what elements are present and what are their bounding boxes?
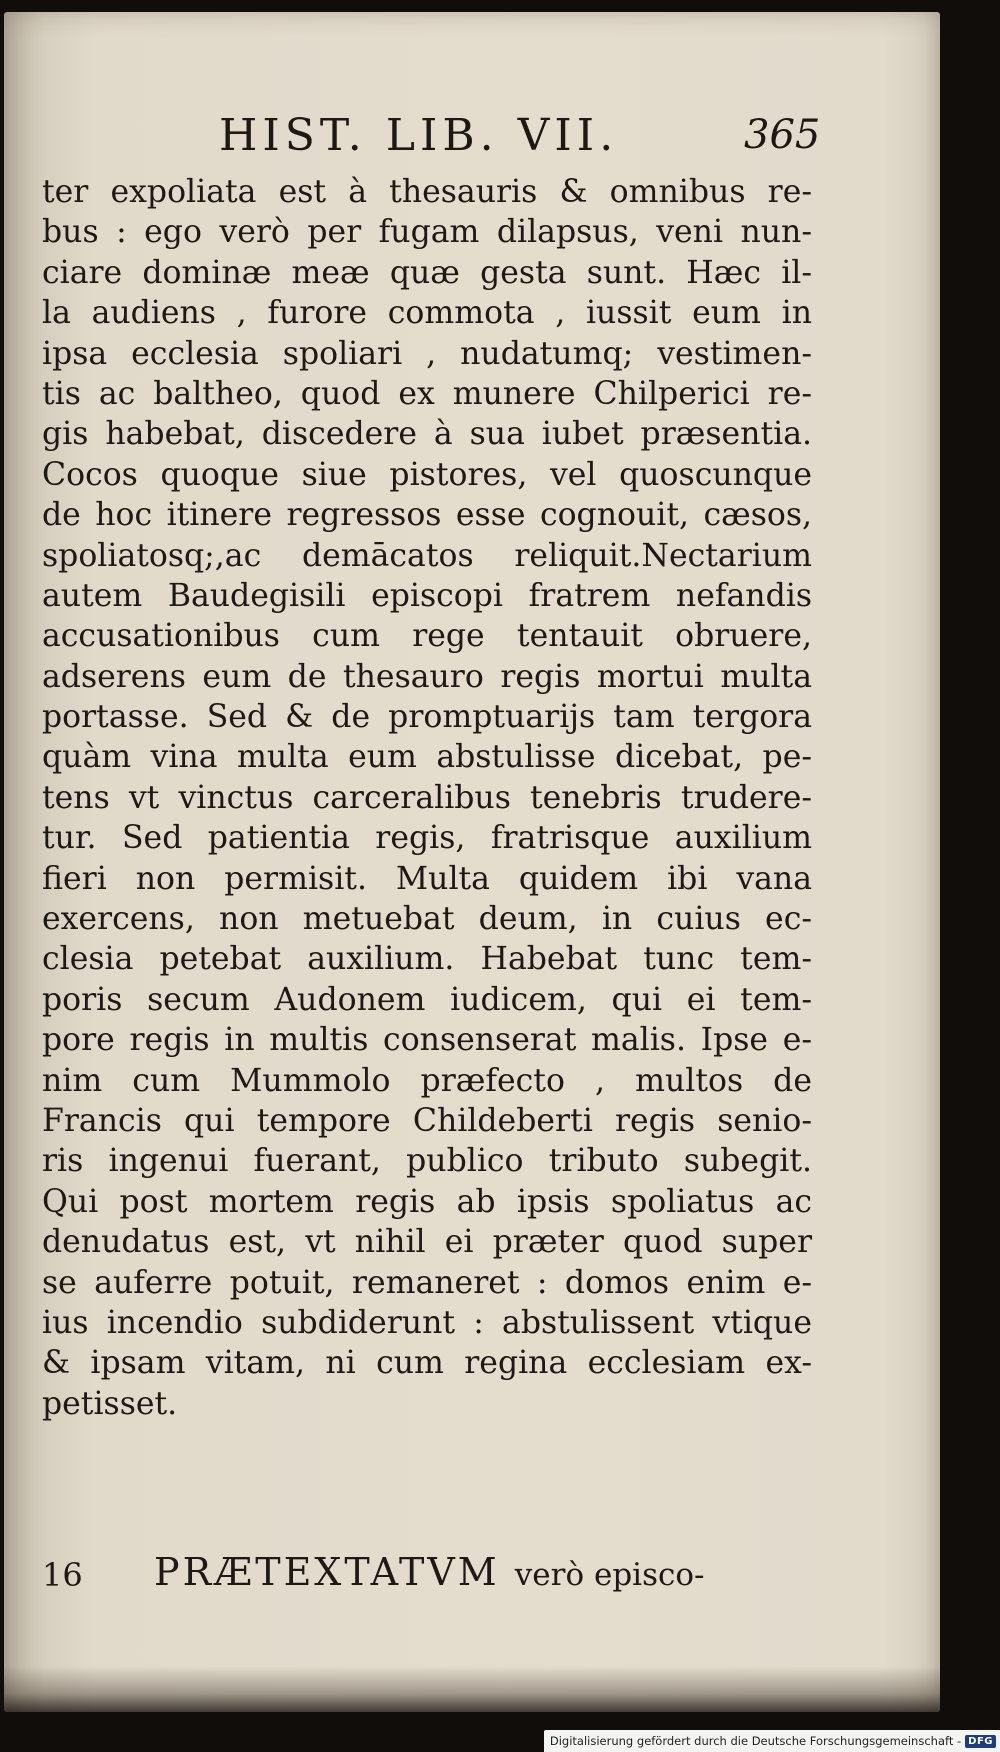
- page-header: [219, 104, 819, 164]
- text-line: de hoc itinere regressos esse cognouit, cæsos,: [42, 497, 812, 534]
- text-line: ciare dominæ meæ quæ gesta sunt. Hæc il-: [42, 254, 812, 291]
- page-footer: [42, 1548, 817, 1604]
- body-text: [42, 172, 812, 1424]
- text-line: tur. Sed patientia regis, fratrisque auxilium: [42, 820, 812, 857]
- signature-mark: 16: [42, 1556, 83, 1594]
- text-line: poris secum Audonem iudicem, qui ei tem-: [42, 981, 812, 1018]
- text-line: autem Baudegisili episcopi fratrem nefandis: [42, 577, 812, 614]
- page-edge-shadow: [4, 1666, 940, 1712]
- text-line: clesia petebat auxilium. Habebat tunc tem-: [42, 941, 812, 978]
- text-line: petisset.: [42, 1385, 178, 1422]
- text-line: ris ingenui fuerant, publico tributo subegit.: [42, 1143, 812, 1180]
- dfg-logo: DFG: [965, 1735, 996, 1748]
- text-line: bus : ego verò per fugam dilapsus, veni nun-: [42, 214, 812, 251]
- text-line: Francis qui tempore Childeberti regis senio-: [42, 1102, 812, 1139]
- text-line: & ipsam vitam, ni cum regina ecclesiam ex-: [42, 1345, 812, 1382]
- text-line: accusationibus cum rege tentauit obruere,: [42, 618, 812, 655]
- text-line: fieri non permisit. Multa quidem ibi vana: [42, 860, 812, 897]
- page-number: 365: [744, 112, 821, 158]
- text-line: se auferre potuit, remaneret : domos enim e-: [42, 1264, 812, 1301]
- catchword-caps: PRÆTEXTATVM: [154, 1550, 500, 1594]
- catchword: [154, 1550, 705, 1594]
- catchword-rest: verò episco-: [514, 1557, 705, 1593]
- text-line: denudatus est, vt nihil ei præter quod super: [42, 1224, 812, 1261]
- text-line: la audiens , furore commota , iussit eum in: [42, 295, 812, 332]
- book-page: [4, 12, 940, 1712]
- text-line: tis ac baltheo, quod ex munere Chilperici re-: [42, 375, 812, 412]
- text-line: adserens eum de thesauro regis mortui multa: [42, 658, 812, 695]
- text-line: Cocos quoque siue pistores, vel quoscunque: [42, 456, 812, 493]
- text-line: Qui post mortem regis ab ipsis spoliatus ac: [42, 1183, 812, 1220]
- text-line: ipsa ecclesia spoliari , nudatumq; vestimen-: [42, 335, 812, 372]
- text-line: tens vt vinctus carceralibus tenebris trudere-: [42, 779, 812, 816]
- text-line: portasse. Sed & de promptuarijs tam tergora: [42, 699, 812, 736]
- text-line: quàm vina multa eum abstulisse dicebat, pe-: [42, 739, 812, 776]
- credit-text: Digitalisierung gefördert durch die Deutsche Forschungsgemeinschaft -: [549, 1734, 962, 1748]
- text-line: nim cum Mummolo præfecto , multos de: [42, 1062, 812, 1099]
- text-line: ius incendio subdiderunt : abstulissent vtique: [42, 1304, 812, 1341]
- text-line: ter expoliata est à thesauris & omnibus re-: [42, 174, 812, 210]
- text-line: gis habebat, discedere à sua iubet præsentia.: [42, 416, 812, 453]
- running-head: HIST. LIB. VII.: [219, 110, 619, 161]
- digitization-credit: [544, 1730, 1000, 1752]
- text-line: exercens, non metuebat deum, in cuius ec-: [42, 901, 812, 938]
- text-line: pore regis in multis consenserat malis. Ipse e-: [42, 1022, 812, 1059]
- text-line: spoliatosq;,ac demācatos reliquit.Nectarium: [42, 537, 812, 574]
